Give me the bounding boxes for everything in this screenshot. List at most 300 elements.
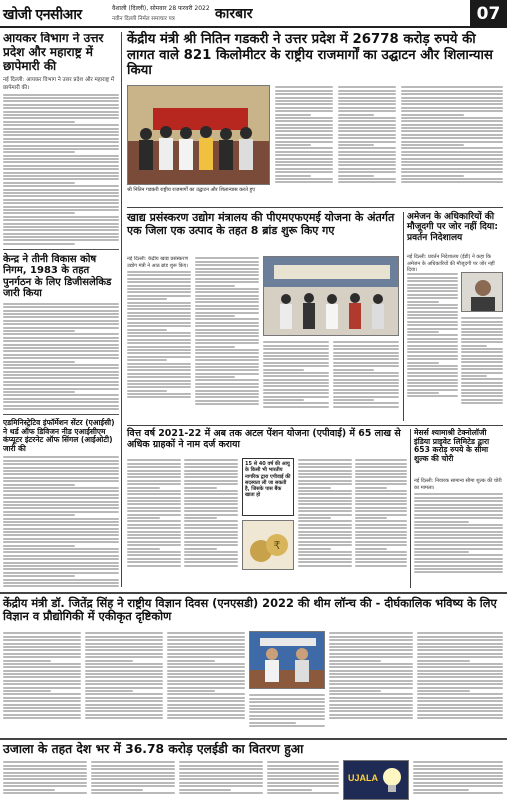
body-text-line xyxy=(461,331,503,333)
body-text-line xyxy=(184,470,238,472)
rupee-image xyxy=(242,520,294,570)
body-text-line xyxy=(355,490,407,492)
body-text-line xyxy=(127,541,181,543)
body-text-line xyxy=(3,107,119,109)
body-text-line xyxy=(3,124,119,126)
lead-story-body-b xyxy=(338,85,396,203)
body-text-line xyxy=(3,344,119,346)
body-text-line xyxy=(167,680,245,682)
body-text-line xyxy=(401,90,503,92)
body-text-line xyxy=(195,315,235,317)
body-text-line xyxy=(195,322,259,324)
body-text-line xyxy=(167,710,245,712)
body-text-line xyxy=(179,765,263,767)
body-text-line xyxy=(3,572,119,574)
body-text-line xyxy=(3,236,119,238)
body-text-line xyxy=(355,531,407,533)
body-text-line xyxy=(414,558,503,560)
body-text-line xyxy=(3,710,81,712)
body-text-line xyxy=(355,463,407,465)
ujala-story-headline: उजाला के तहत देश भर में 36.78 करोड़ एलईडी का वितरण हुआ xyxy=(3,742,304,756)
body-text-line xyxy=(195,305,259,307)
body-text-line xyxy=(407,307,458,309)
body-text-line xyxy=(413,775,503,777)
body-text-line xyxy=(355,476,407,478)
body-text-line xyxy=(417,714,503,716)
body-text-line xyxy=(355,534,407,536)
body-text-line xyxy=(91,782,175,784)
body-text-line xyxy=(167,663,245,665)
body-text-line xyxy=(338,151,396,153)
body-text-line xyxy=(179,785,263,787)
body-text-line xyxy=(195,274,259,276)
body-text-line xyxy=(275,124,333,126)
body-text-line xyxy=(195,369,259,371)
body-text-line xyxy=(85,663,163,665)
body-text-line xyxy=(329,697,413,699)
body-text-line xyxy=(414,517,503,519)
body-text-line xyxy=(3,155,119,157)
body-text-line xyxy=(338,141,396,143)
story2-body xyxy=(3,303,119,410)
body-text-line xyxy=(195,349,259,351)
body-text-line xyxy=(414,561,503,563)
body-text-line xyxy=(414,554,503,556)
body-text-line xyxy=(417,707,503,709)
body-text-line xyxy=(407,358,458,360)
body-text-line xyxy=(85,680,163,682)
body-text-line xyxy=(417,663,503,665)
story3-body xyxy=(3,456,119,587)
body-text-line xyxy=(85,656,163,658)
body-text-line xyxy=(407,392,439,394)
body-text-line xyxy=(127,558,181,560)
body-text-line xyxy=(338,100,396,102)
body-text-line xyxy=(338,158,396,160)
lead-story-body-a xyxy=(275,85,333,203)
body-text-line xyxy=(275,161,333,163)
body-text-line xyxy=(355,541,407,543)
body-text-line xyxy=(127,503,181,505)
body-text-line xyxy=(195,342,259,344)
body-text-line xyxy=(3,568,119,570)
body-text-line xyxy=(338,161,396,163)
body-text-line xyxy=(414,537,503,539)
rupee-coins-image xyxy=(243,521,294,570)
body-text-line xyxy=(3,377,119,379)
body-text-line xyxy=(85,670,163,672)
body-text-line xyxy=(184,490,238,492)
body-text-line xyxy=(127,383,191,385)
body-text-line xyxy=(407,385,458,387)
body-text-line xyxy=(275,171,333,173)
body-text-line xyxy=(3,541,119,543)
body-text-line xyxy=(461,365,503,367)
body-text-line xyxy=(275,168,333,170)
body-text-line xyxy=(417,697,503,699)
body-text-line xyxy=(263,348,329,350)
body-text-line xyxy=(401,158,503,160)
body-text-line xyxy=(3,131,119,133)
body-text-line xyxy=(195,386,259,388)
body-text-line xyxy=(167,700,245,702)
body-text-line xyxy=(414,493,503,495)
body-text-line xyxy=(333,382,399,384)
body-text-line xyxy=(407,280,458,282)
body-text-line xyxy=(91,778,175,780)
body-text-line xyxy=(127,520,181,522)
body-text-line xyxy=(338,154,396,156)
body-text-line xyxy=(3,381,119,383)
body-text-line xyxy=(3,141,119,143)
body-text-line xyxy=(267,768,339,770)
body-text-line xyxy=(401,171,503,173)
body-text-line xyxy=(195,403,259,405)
body-text-line xyxy=(338,110,396,112)
body-text-line xyxy=(333,379,399,381)
body-text-line xyxy=(401,93,503,95)
body-text-line xyxy=(127,466,181,468)
body-text-line xyxy=(263,341,329,343)
body-text-line xyxy=(329,673,413,675)
body-text-line xyxy=(127,295,191,297)
body-text-line xyxy=(184,520,238,522)
body-text-line xyxy=(3,575,75,577)
body-text-line xyxy=(3,487,119,489)
body-text-line xyxy=(298,554,352,556)
body-text-line xyxy=(298,561,352,563)
body-text-line xyxy=(184,483,238,485)
body-text-line xyxy=(3,121,75,123)
body-text-line xyxy=(417,680,503,682)
body-text-line xyxy=(355,480,407,482)
body-text-line xyxy=(329,704,413,706)
body-text-line xyxy=(263,372,329,374)
body-text-line xyxy=(414,497,503,499)
body-text-line xyxy=(263,402,329,404)
tagline: नवीन दिल्ली निर्मल समाचार पत्र xyxy=(112,16,175,22)
left-column xyxy=(3,32,119,587)
body-text-line xyxy=(355,483,407,485)
body-text-line xyxy=(3,545,75,547)
body-text-line xyxy=(3,134,119,136)
body-text-line xyxy=(91,789,143,791)
body-text-line xyxy=(127,507,181,509)
body-text-line xyxy=(263,392,329,394)
body-text-line xyxy=(413,765,503,767)
body-text-line xyxy=(417,690,470,692)
body-text-line xyxy=(195,339,259,341)
body-text-line xyxy=(329,639,413,641)
body-text-line xyxy=(127,366,191,368)
mid-story-photo xyxy=(263,256,399,336)
body-text-line xyxy=(127,497,181,499)
body-text-line xyxy=(3,697,81,699)
body-text-line xyxy=(179,775,263,777)
body-text-line xyxy=(338,168,396,170)
body-text-line xyxy=(179,778,263,780)
body-text-line xyxy=(3,330,75,332)
body-text-line xyxy=(184,487,217,489)
body-text-line xyxy=(329,666,413,668)
body-text-line xyxy=(184,476,238,478)
body-text-line xyxy=(407,338,458,340)
body-text-line xyxy=(3,531,119,533)
body-text-line xyxy=(3,524,119,526)
body-text-line xyxy=(3,233,119,235)
science-story-body-d xyxy=(249,693,325,734)
body-text-line xyxy=(91,772,175,774)
body-text-line xyxy=(3,528,119,530)
body-text-line xyxy=(3,303,119,305)
body-text-line xyxy=(127,305,191,307)
body-text-line xyxy=(414,568,503,570)
body-text-line xyxy=(195,318,259,320)
body-text-line xyxy=(249,722,296,724)
body-text-line xyxy=(3,504,119,506)
body-text-line xyxy=(298,470,352,472)
body-text-line xyxy=(333,358,399,360)
body-text-line xyxy=(333,402,399,404)
body-text-line xyxy=(167,666,245,668)
body-text-line xyxy=(3,405,119,407)
body-text-line xyxy=(195,329,259,331)
lead-story-photo xyxy=(127,85,270,185)
body-text-line xyxy=(355,493,407,495)
body-text-line xyxy=(275,110,333,112)
body-text-line xyxy=(417,717,503,719)
body-text-line xyxy=(249,715,325,717)
body-text-line xyxy=(329,670,413,672)
right-photo-portrait xyxy=(462,273,503,312)
body-text-line xyxy=(127,493,181,495)
body-text-line xyxy=(263,379,329,381)
customs-story-headline: मेसर्स श्यामाश्री टेक्नोलॉजी इंडिया प्राइवेट लिमिटेड द्वारा 653 करोड़ रुपये के सीमा शुल्क की चोरी xyxy=(414,428,490,464)
body-text-line xyxy=(333,399,374,401)
body-text-line xyxy=(184,507,238,509)
body-text-line xyxy=(333,355,399,357)
body-text-line xyxy=(3,551,119,553)
body-text-line xyxy=(3,100,119,102)
body-text-line xyxy=(407,317,458,319)
body-text-line xyxy=(417,632,503,634)
body-text-line xyxy=(85,687,163,689)
body-text-line xyxy=(407,304,458,306)
bulb-icon xyxy=(379,766,405,796)
body-text-line xyxy=(355,551,407,553)
body-text-line xyxy=(329,717,413,719)
body-text-line xyxy=(85,683,163,685)
body-text-line xyxy=(298,558,352,560)
body-text-line xyxy=(355,554,407,556)
body-text-line xyxy=(298,517,331,519)
body-text-line xyxy=(127,531,181,533)
body-text-line xyxy=(3,473,119,475)
body-text-line xyxy=(414,521,469,523)
body-text-line xyxy=(127,359,167,361)
body-text-line xyxy=(298,490,352,492)
body-text-line xyxy=(195,264,259,266)
ujala-image xyxy=(343,760,409,800)
body-text-line xyxy=(355,548,387,550)
body-text-line xyxy=(338,97,396,99)
body-text-line xyxy=(3,460,119,462)
body-text-line xyxy=(127,329,167,331)
body-text-line xyxy=(3,394,119,396)
body-text-line xyxy=(3,168,119,170)
body-text-line xyxy=(417,636,503,638)
body-text-line xyxy=(3,94,119,96)
body-text-line xyxy=(3,310,119,312)
body-text-line xyxy=(184,544,238,546)
body-text-line xyxy=(298,524,352,526)
pension-pullquote: 15 से 40 वर्ष की आयु के किसी भी भारतीय नागरिक द्वारा एपीवाई की सदस्यता ली जा सकती है, जिसके पास बैंक खाता हो xyxy=(245,461,291,499)
body-text-line xyxy=(127,487,160,489)
body-text-line xyxy=(85,710,163,712)
body-text-line xyxy=(85,639,163,641)
body-text-line xyxy=(407,328,458,330)
body-text-line xyxy=(275,151,333,153)
body-text-line xyxy=(298,527,352,529)
body-text-line xyxy=(263,399,304,401)
body-text-line xyxy=(414,504,503,506)
body-text-line xyxy=(127,339,191,341)
body-text-line xyxy=(127,537,181,539)
right-story-photo xyxy=(461,272,503,312)
body-text-line xyxy=(3,534,119,536)
body-text-line xyxy=(184,459,238,461)
dateline: वैशाली (दिल्ली), सोमवार 28 फरवरी 2022 xyxy=(112,5,210,12)
body-text-line xyxy=(263,355,329,357)
body-text-line xyxy=(298,466,352,468)
body-text-line xyxy=(461,358,503,360)
body-text-line xyxy=(3,97,119,99)
body-text-line xyxy=(249,711,325,713)
body-text-line xyxy=(417,666,503,668)
body-text-line xyxy=(461,355,503,357)
ujala-story-body-e xyxy=(413,760,503,800)
body-text-line xyxy=(263,375,329,377)
body-text-line xyxy=(91,785,175,787)
body-text-line xyxy=(338,107,396,109)
body-text-line xyxy=(167,717,245,719)
body-text-line xyxy=(184,497,238,499)
body-text-line xyxy=(338,164,396,166)
body-text-line xyxy=(413,761,503,763)
body-text-line xyxy=(461,317,503,319)
body-text-line xyxy=(3,347,119,349)
body-text-line xyxy=(3,789,55,791)
body-text-line xyxy=(167,687,245,689)
body-text-line xyxy=(3,226,119,228)
body-text-line xyxy=(355,510,407,512)
body-text-line xyxy=(3,199,119,201)
body-text-line xyxy=(275,175,311,177)
body-text-line xyxy=(195,298,259,300)
body-text-line xyxy=(414,565,503,567)
customs-story-lead: नई दिल्ली: निवारक सामान्य सीमा शुल्क की चोरी का मामला। xyxy=(414,478,502,491)
body-text-line xyxy=(263,389,329,391)
body-text-line xyxy=(417,649,503,651)
body-text-line xyxy=(401,164,503,166)
body-text-line xyxy=(3,367,119,369)
body-text-line xyxy=(355,459,407,461)
ujala-story-body-c xyxy=(179,760,263,800)
body-text-line xyxy=(298,534,352,536)
body-text-line xyxy=(127,527,181,529)
body-text-line xyxy=(184,463,238,465)
body-text-line xyxy=(184,531,238,533)
body-text-line xyxy=(3,333,119,335)
body-text-line xyxy=(85,697,163,699)
body-text-line xyxy=(184,517,217,519)
body-text-line xyxy=(195,352,259,354)
body-text-line xyxy=(184,534,238,536)
body-text-line xyxy=(249,698,325,700)
body-text-line xyxy=(3,216,119,218)
body-text-line xyxy=(461,399,503,401)
body-text-line xyxy=(91,765,175,767)
body-text-line xyxy=(275,137,333,139)
body-text-line xyxy=(267,785,339,787)
body-text-line xyxy=(3,673,81,675)
section-title: कारबार xyxy=(215,6,253,22)
body-text-line xyxy=(167,646,245,648)
body-text-line xyxy=(3,707,81,709)
mid-story-headline: खाद्य प्रसंस्करण उद्योग मंत्रालय की पीएमएफएमई योजना के अंतर्गत एक जिला एक उत्पाद के तहत 8 ब्रांड शुरू किए गए xyxy=(127,211,395,237)
body-text-line xyxy=(407,324,458,326)
body-text-line xyxy=(401,161,503,163)
body-text-line xyxy=(3,371,119,373)
body-text-line xyxy=(275,103,333,105)
body-text-line xyxy=(275,127,333,129)
body-text-line xyxy=(3,660,51,662)
body-text-line xyxy=(333,362,399,364)
body-text-line xyxy=(401,100,503,102)
body-text-line xyxy=(275,114,311,116)
body-text-line xyxy=(85,704,163,706)
body-text-line xyxy=(407,301,439,303)
body-text-line xyxy=(184,565,238,567)
body-text-line xyxy=(3,494,119,496)
mid-story-body-c xyxy=(263,340,329,421)
body-text-line xyxy=(333,389,399,391)
body-text-line xyxy=(3,313,119,315)
body-text-line xyxy=(401,168,503,170)
body-text-line xyxy=(407,341,458,343)
masthead xyxy=(0,0,507,28)
body-text-line xyxy=(184,514,238,516)
body-text-line xyxy=(184,551,238,553)
body-text-line xyxy=(127,463,181,465)
body-text-line xyxy=(263,385,329,387)
body-text-line xyxy=(461,368,503,370)
body-text-line xyxy=(249,718,325,720)
body-text-line xyxy=(3,680,81,682)
body-text-line xyxy=(3,562,119,564)
body-text-line xyxy=(401,151,503,153)
body-text-line xyxy=(417,643,503,645)
body-text-line xyxy=(3,656,81,658)
body-text-line xyxy=(167,656,245,658)
body-text-line xyxy=(127,561,181,563)
science-story-body-c xyxy=(167,631,245,734)
body-text-line xyxy=(3,704,81,706)
body-text-line xyxy=(461,341,503,343)
mid-story-body-d xyxy=(333,340,399,421)
body-text-line xyxy=(195,308,259,310)
body-text-line xyxy=(417,683,503,685)
